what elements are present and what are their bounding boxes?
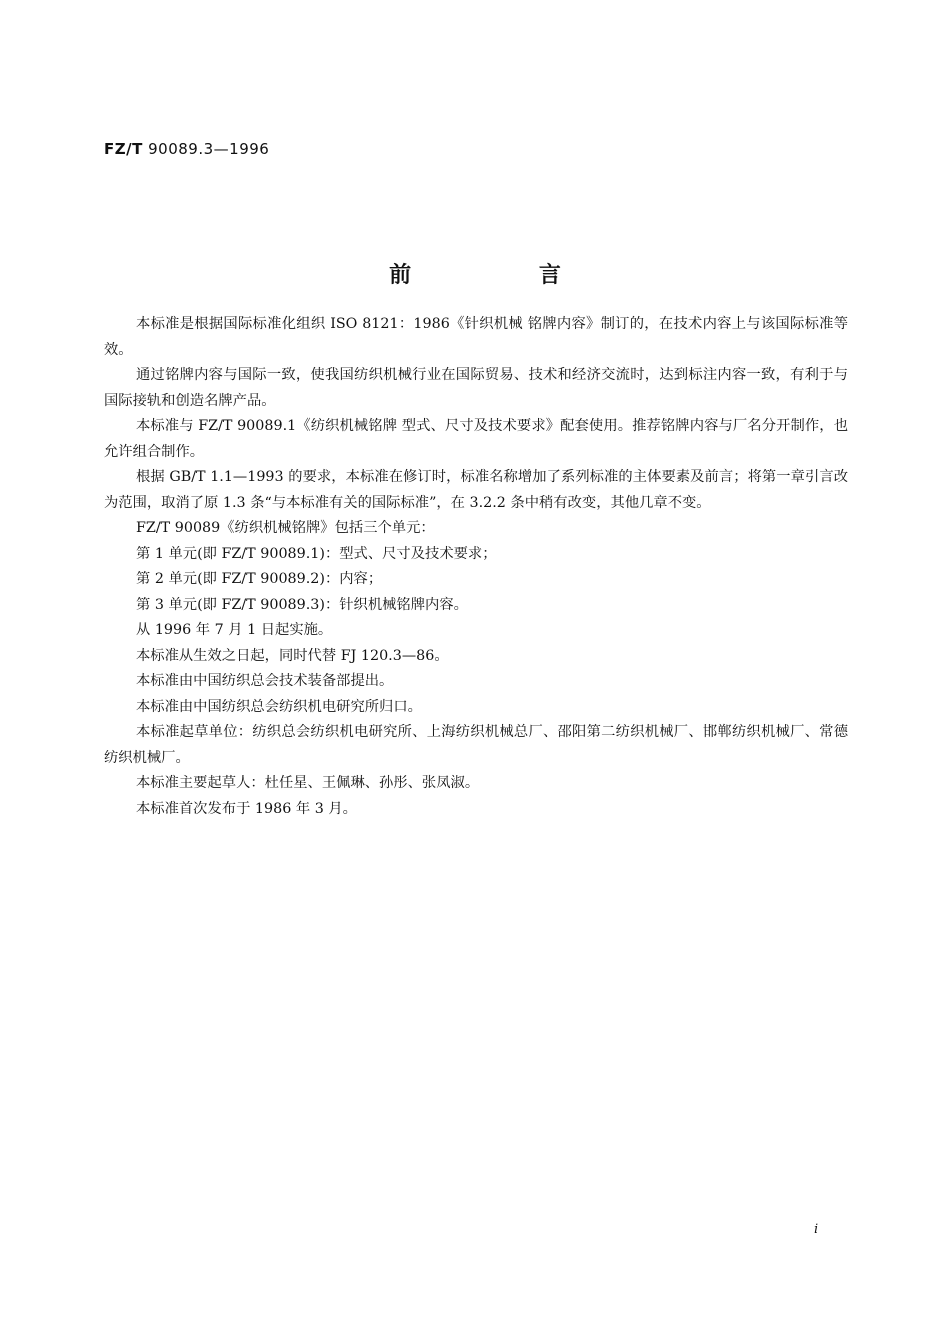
paragraph-effective-date: 从 1996 年 7 月 1 日起实施。	[136, 622, 333, 638]
document-code	[104, 140, 269, 158]
paragraph-basis: 本标准是根据国际标准化组织 ISO 8121：1986《针织机械 铭牌内容》制订的，在技术内容上与该国际标准等效。	[104, 316, 848, 358]
foreword-body	[104, 312, 848, 822]
paragraph-first-issued: 本标准首次发布于 1986 年 3 月。	[136, 800, 357, 817]
paragraph-unit-1: 第 1 单元(即 FZ/T 90089.1)：型式、尺寸及技术要求；	[136, 545, 497, 562]
paragraph-drafting-units: 本标准起草单位：纺织总会纺织机电研究所、上海纺织机械总厂、邵阳第二纺织机械厂、邯郸纺织机械厂、常德纺织机械厂。	[104, 724, 848, 766]
paragraph-centralized-by: 本标准由中国纺织总会纺织机电研究所归口。	[136, 698, 422, 715]
document-code-prefix: FZ/T	[104, 140, 143, 158]
paragraph-drafters: 本标准主要起草人：杜任星、王佩琳、孙彤、张凤淑。	[136, 775, 480, 791]
paragraph-unit-2: 第 2 单元(即 FZ/T 90089.2)：内容；	[136, 571, 383, 587]
paragraph-revision: 根据 GB/T 1.1—1993 的要求，本标准在修订时，标准名称增加了系列标准的主体要素及前言；将第一章引言改为范围，取消了原 1.3 条“与本标准有关的国际标准”，在 3.2.2 条中稍有改变，其他几章不变。	[104, 469, 848, 511]
paragraph-replaces: 本标准从生效之日起，同时代替 FJ 120.3—86。	[136, 647, 449, 664]
paragraph-usage: 本标准与 FZ/T 90089.1《纺织机械铭牌 型式、尺寸及技术要求》配套使用。推荐铭牌内容与厂名分开制作，也允许组合制作。	[104, 418, 848, 460]
paragraph-unit-3: 第 3 单元(即 FZ/T 90089.3)：针织机械铭牌内容。	[136, 596, 468, 613]
paragraph-proposed-by: 本标准由中国纺织总会技术装备部提出。	[136, 673, 394, 689]
page-title: 前 言	[389, 263, 621, 288]
page-number: i	[814, 1222, 819, 1237]
paragraph-units-intro: FZ/T 90089《纺织机械铭牌》包括三个单元：	[136, 520, 435, 536]
paragraph-purpose: 通过铭牌内容与国际一致，使我国纺织机械行业在国际贸易、技术和经济交流时，达到标注内容一致，有利于与国际接轨和创造名牌产品。	[104, 367, 848, 409]
document-code-number: 90089.3—1996	[148, 140, 270, 158]
